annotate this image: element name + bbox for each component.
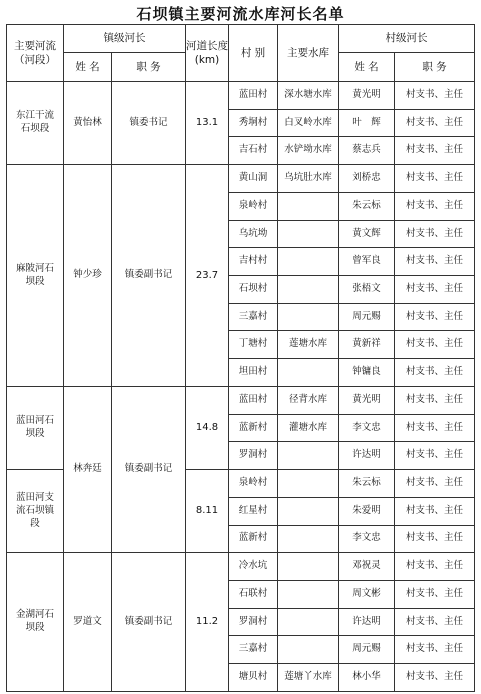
village-chief-position-cell: 村支书、主任 [395, 442, 475, 470]
village-chief-name-cell: 曾军良 [339, 248, 395, 276]
river-chief-table [6, 24, 475, 692]
village-chief-name-cell: 周元赐 [339, 636, 395, 664]
reservoir-cell [278, 608, 339, 636]
town-chief-name-cell: 林奔廷 [64, 386, 112, 552]
reservoir-cell: 水铲坳水库 [278, 137, 339, 165]
village-cell: 坦田村 [229, 359, 278, 387]
village-chief-name-cell: 邓祝灵 [339, 553, 395, 581]
village-chief-position-cell: 村支书、主任 [395, 497, 475, 525]
town-chief-position-cell: 镇委副书记 [112, 165, 186, 387]
river-length-cell: 23.7 [186, 165, 229, 387]
village-cell: 蓝田村 [229, 82, 278, 110]
village-chief-position-cell: 村支书、主任 [395, 359, 475, 387]
header-reservoir: 主要水库 [278, 25, 339, 82]
village-cell: 三嘉村 [229, 303, 278, 331]
reservoir-cell [278, 248, 339, 276]
village-cell: 罗洞村 [229, 442, 278, 470]
reservoir-cell: 莲塘水库 [278, 331, 339, 359]
village-chief-name-cell: 许达明 [339, 442, 395, 470]
village-cell: 泉岭村 [229, 192, 278, 220]
header-village-chief: 村级河长 [339, 25, 475, 53]
header-length: 河道长度(km) [186, 25, 229, 82]
village-chief-name-cell: 朱云标 [339, 192, 395, 220]
town-chief-position-cell: 镇委副书记 [112, 386, 186, 552]
reservoir-cell: 莲塘丫水库 [278, 664, 339, 692]
header-name: 姓 名 [64, 53, 112, 82]
village-chief-position-cell: 村支书、主任 [395, 303, 475, 331]
village-cell: 吉村村 [229, 248, 278, 276]
village-chief-position-cell: 村支书、主任 [395, 109, 475, 137]
village-chief-name-cell: 李文忠 [339, 414, 395, 442]
village-chief-name-cell: 刘桥忠 [339, 165, 395, 193]
town-chief-name-cell: 钟少珍 [64, 165, 112, 387]
page-title: 石坝镇主要河流水库河长名单 [136, 5, 345, 23]
header-village-position: 职 务 [395, 53, 475, 82]
village-chief-position-cell: 村支书、主任 [395, 608, 475, 636]
village-cell: 三嘉村 [229, 636, 278, 664]
reservoir-cell [278, 220, 339, 248]
reservoir-cell [278, 525, 339, 553]
header-position: 职 务 [112, 53, 186, 82]
table-row [7, 386, 475, 414]
village-chief-position-cell: 村支书、主任 [395, 137, 475, 165]
village-chief-position-cell: 村支书、主任 [395, 386, 475, 414]
reservoir-cell: 乌坑肚水库 [278, 165, 339, 193]
table-row [7, 82, 475, 110]
village-chief-position-cell: 村支书、主任 [395, 636, 475, 664]
header-river: 主要河流（河段） [7, 25, 64, 82]
village-cell: 石联村 [229, 580, 278, 608]
village-chief-position-cell: 村支书、主任 [395, 276, 475, 304]
village-cell: 红星村 [229, 497, 278, 525]
village-cell: 塘贝村 [229, 664, 278, 692]
village-chief-position-cell: 村支书、主任 [395, 220, 475, 248]
village-cell: 蓝新村 [229, 525, 278, 553]
village-chief-position-cell: 村支书、主任 [395, 165, 475, 193]
table-body [7, 82, 475, 692]
village-cell: 泉岭村 [229, 470, 278, 498]
village-cell: 罗洞村 [229, 608, 278, 636]
reservoir-cell [278, 303, 339, 331]
header-village-name: 姓 名 [339, 53, 395, 82]
reservoir-cell: 深水塘水库 [278, 82, 339, 110]
village-chief-position-cell: 村支书、主任 [395, 82, 475, 110]
reservoir-cell [278, 497, 339, 525]
village-chief-name-cell: 周文彬 [339, 580, 395, 608]
village-cell: 乌坑坳 [229, 220, 278, 248]
reservoir-cell [278, 636, 339, 664]
village-chief-position-cell: 村支书、主任 [395, 414, 475, 442]
river-name-cell: 蓝田河支流石坝镇段 [7, 470, 64, 553]
village-cell: 冷水坑 [229, 553, 278, 581]
town-chief-name-cell: 罗道文 [64, 553, 112, 692]
village-cell: 蓝田村 [229, 386, 278, 414]
village-cell: 黄山洞 [229, 165, 278, 193]
river-length-cell: 13.1 [186, 82, 229, 165]
header-town-chief: 镇级河长 [64, 25, 186, 53]
river-length-cell: 14.8 [186, 386, 229, 469]
village-chief-name-cell: 黄文辉 [339, 220, 395, 248]
reservoir-cell [278, 192, 339, 220]
village-chief-name-cell: 蔡志兵 [339, 137, 395, 165]
village-chief-position-cell: 村支书、主任 [395, 580, 475, 608]
village-chief-name-cell: 朱爱明 [339, 497, 395, 525]
village-cell: 吉石村 [229, 137, 278, 165]
village-chief-position-cell: 村支书、主任 [395, 664, 475, 692]
river-name-cell: 金湖河石坝段 [7, 553, 64, 692]
town-chief-position-cell: 镇委书记 [112, 82, 186, 165]
reservoir-cell [278, 470, 339, 498]
village-cell: 秀垌村 [229, 109, 278, 137]
village-chief-position-cell: 村支书、主任 [395, 553, 475, 581]
table-row [7, 165, 475, 193]
village-chief-position-cell: 村支书、主任 [395, 248, 475, 276]
table-row [7, 553, 475, 581]
village-chief-name-cell: 周元赐 [339, 303, 395, 331]
village-cell: 丁塘村 [229, 331, 278, 359]
reservoir-cell: 白叉岭水库 [278, 109, 339, 137]
village-chief-position-cell: 村支书、主任 [395, 525, 475, 553]
river-name-cell: 麻陂河石坝段 [7, 165, 64, 387]
river-name-cell: 蓝田河石坝段 [7, 386, 64, 469]
reservoir-cell [278, 553, 339, 581]
reservoir-cell [278, 359, 339, 387]
river-length-cell: 8.11 [186, 470, 229, 553]
reservoir-cell [278, 442, 339, 470]
reservoir-cell: 灌塘水库 [278, 414, 339, 442]
reservoir-cell: 径背水库 [278, 386, 339, 414]
village-chief-name-cell: 黄光明 [339, 82, 395, 110]
village-chief-name-cell: 黄新祥 [339, 331, 395, 359]
village-chief-name-cell: 钟镛良 [339, 359, 395, 387]
village-cell: 蓝新村 [229, 414, 278, 442]
river-length-cell: 11.2 [186, 553, 229, 692]
village-chief-position-cell: 村支书、主任 [395, 331, 475, 359]
village-chief-name-cell: 李文忠 [339, 525, 395, 553]
header-village: 村 别 [229, 25, 278, 82]
reservoir-cell [278, 580, 339, 608]
village-chief-name-cell: 黄光明 [339, 386, 395, 414]
reservoir-cell [278, 276, 339, 304]
village-chief-name-cell: 林小华 [339, 664, 395, 692]
village-chief-name-cell: 朱云标 [339, 470, 395, 498]
village-chief-position-cell: 村支书、主任 [395, 192, 475, 220]
town-chief-position-cell: 镇委副书记 [112, 553, 186, 692]
river-name-cell: 东江干流石坝段 [7, 82, 64, 165]
village-chief-name-cell: 许达明 [339, 608, 395, 636]
town-chief-name-cell: 黄怡林 [64, 82, 112, 165]
village-chief-position-cell: 村支书、主任 [395, 470, 475, 498]
village-chief-name-cell: 叶 辉 [339, 109, 395, 137]
village-cell: 石坝村 [229, 276, 278, 304]
village-chief-name-cell: 张梧文 [339, 276, 395, 304]
